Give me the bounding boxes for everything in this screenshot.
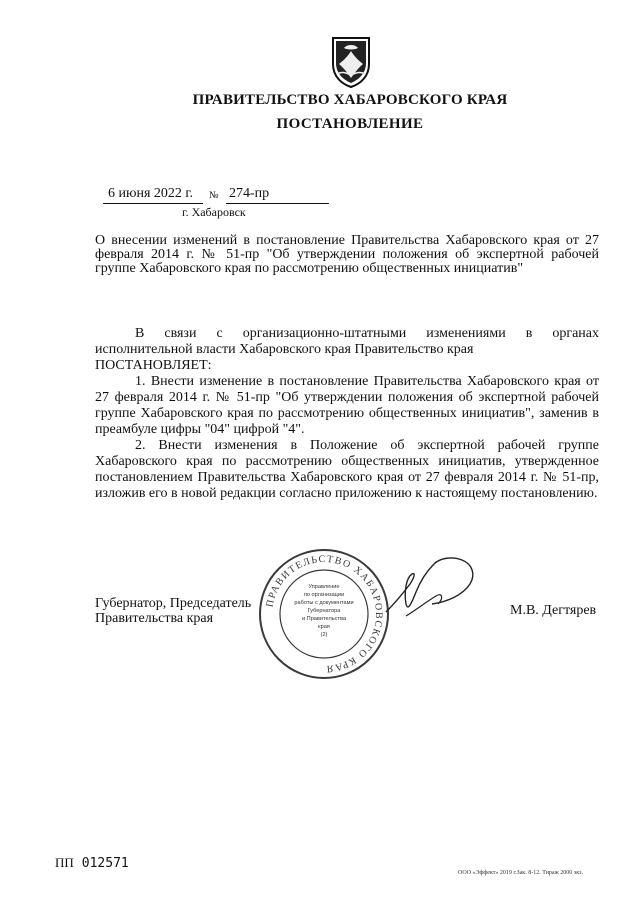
document-date: 6 июня 2022 г. [108,186,194,201]
serial-label: ПП [55,855,74,870]
coat-of-arms-icon [330,34,372,88]
document-subject: О внесении изменений в постановление Правительства Хабаровского края от 27 февраля 2014 г. № 51-пр "Об утверждении положения об экспертной рабочей группе Хабаровского края по рассмотрению общественных инициатив" [95,233,599,276]
serial-number [55,855,129,871]
svg-text:ПРАВИТЕЛЬСТВО ХАБАРОВСКОГО КРА [264,554,384,674]
document-number: 274-пр [229,186,270,201]
body-item-2: 2. Внести изменения в Положение об экспертной рабочей группе Хабаровского края по рассмотрению общественных инициатив, утвержденное постановлением Правительства Хабаровского края от 27 февраля 2014 г. № 51-пр, изложив его в новой редакции согласно приложению к настоящему постановлению. [95,438,599,501]
stamp-line-5: и Правительства [302,616,346,622]
body-item-1: 1. Внести изменение в постановление Правительства Хабаровского края от 27 февраля 2014 г. № 51-пр "Об утверждении положения об экспертной рабочей группе Хабаровского края по рассмотрению общественных инициатив", заменив в преамбуле цифры "04" цифрой "4". [95,374,599,437]
serial-value: 012571 [81,856,129,871]
stamp-line-3: работы с документами [294,600,354,606]
signatory-position-line1: Губернатор, Председатель [95,596,252,611]
body-intro: В связи с организационно-штатными изменениями в органах исполнительной власти Хабаровского края Правительство края [95,326,599,357]
stamp-line-2: по организации [303,592,345,598]
document-body [95,326,599,502]
printer-imprint: ООО «Эффект» 2019 г.Зак. 8-12. Тираж 2000 экз. [458,870,584,876]
document-city: г. Хабаровск [182,205,246,219]
stamp-line-6: края [318,624,330,630]
body-decree: ПОСТАНОВЛЯЕТ: [95,358,212,373]
official-stamp [258,548,390,680]
government-title: ПРАВИТЕЛЬСТВО ХАБАРОВСКОГО КРАЯ [192,92,508,108]
signatory-position [95,596,251,626]
signatory-position-line2: Правительства края [95,611,214,626]
stamp-ring-text: ПРАВИТЕЛЬСТВО ХАБАРОВСКОГО КРАЯ [264,553,385,675]
number-underline [226,203,329,204]
date-underline [103,203,203,204]
document-type-title: ПОСТАНОВЛЕНИЕ [276,116,424,132]
number-label: № [209,190,219,201]
stamp-line-7: (2) [320,632,328,638]
handwritten-signature [376,552,480,628]
stamp-line-4: Губернатора [307,608,341,614]
stamp-line-1: Управление [308,584,340,590]
signatory-name: М.В. Дегтярев [510,603,597,618]
